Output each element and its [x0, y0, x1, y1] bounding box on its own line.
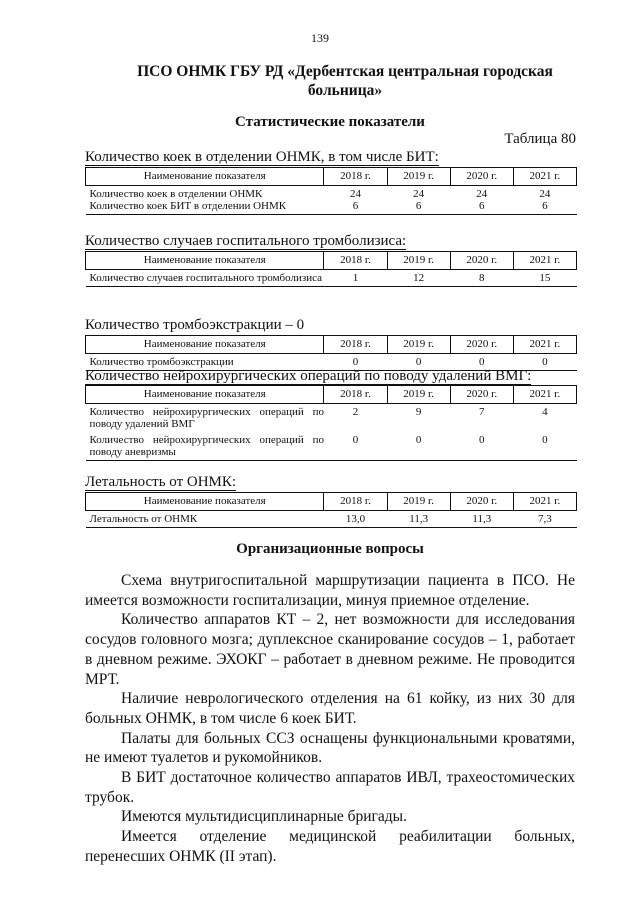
cell-value: 0	[513, 430, 576, 461]
header-year: 2020 г.	[450, 493, 513, 511]
row-name: Количество коек в отделении ОНМК	[89, 188, 263, 200]
table-label: Таблица 80	[504, 131, 576, 147]
paragraph: Палаты для больных ССЗ оснащены функциональными кроватями, не имеют туалетов и рукомойников.	[85, 729, 575, 767]
header-year: 2018 г.	[324, 386, 387, 404]
row-name: Количество случаев госпитального тромболизиса	[86, 270, 324, 287]
section-title-text: Количество тромбоэкстракции – 0	[85, 317, 305, 333]
cell-value: 0	[324, 354, 387, 371]
cell-value: 0	[387, 354, 450, 371]
paragraph: Схема внутригоспитальной маршрутизации пациента в ПСО. Не имеется возможности госпитализации, минуя приемное отделение.	[85, 572, 575, 609]
section-title-text: Количество нейрохирургических операций по поводу удалений ВМГ:	[85, 368, 532, 384]
cell-value: 7	[479, 406, 485, 418]
cell-value: 13,0	[324, 511, 387, 528]
cell-value: 2	[352, 406, 359, 418]
header-year: 2019 г.	[387, 386, 450, 404]
header-year: 2020 г.	[450, 252, 513, 270]
header-year: 2020 г.	[450, 336, 513, 354]
cell-value: 0	[387, 430, 450, 461]
cell-value: 0	[513, 354, 576, 371]
cell-value: 6	[324, 200, 387, 215]
table-row	[86, 270, 577, 287]
header-year: 2021 г.	[513, 252, 576, 270]
header-year: 2021 г.	[513, 336, 576, 354]
section-title-mortality	[85, 473, 236, 491]
section-title-text: Количество коек в отделении ОНМК, в том числе БИТ:	[85, 149, 439, 165]
row-name: Количество тромбоэкстракции	[86, 354, 324, 371]
header-year: 2019 г.	[387, 493, 450, 511]
table-row	[86, 404, 577, 431]
cell-value: 1	[324, 270, 387, 287]
section-title-thrombectomy	[85, 316, 304, 334]
table-row	[86, 200, 577, 215]
header-indicator: Наименование показателя	[86, 386, 324, 404]
table-thrombolysis	[85, 251, 577, 287]
header-year: 2018 г.	[324, 493, 387, 511]
paragraph: Наличие неврологического отделения на 61 койку, из них 30 для больных ОНМК, в том числе 6 коек БИТ.	[85, 690, 575, 727]
table-row	[86, 511, 577, 528]
header-year: 2018 г.	[324, 252, 387, 270]
header-year: 2018 г.	[324, 336, 387, 354]
header-indicator: Наименование показателя	[86, 252, 324, 270]
section-title-neurosurgery	[85, 367, 531, 385]
paragraph: Имеются мультидисциплинарные бригады.	[121, 808, 407, 826]
header-indicator: Наименование показателя	[86, 493, 324, 511]
header-year: 2019 г.	[387, 336, 450, 354]
header-year: 2019 г.	[387, 168, 450, 186]
header-year: 2018 г.	[324, 168, 387, 186]
cell-value: 6	[450, 200, 513, 215]
row-name: Количество нейрохирургических операций по поводу удалений ВМГ	[89, 406, 324, 430]
table-row	[86, 430, 577, 461]
section-heading-statistics: Статистические показатели	[235, 114, 425, 130]
cell-value: 12	[387, 270, 450, 287]
paragraph: Количество аппаратов КТ – 2, нет возможности для исследования сосудов головного мозга; дуплексное сканирование сосудов – 1, работает в дневном режиме. ЭХОКГ – работает в дневном режиме. Не проводится МРТ.	[85, 611, 575, 688]
header-year: 2021 г.	[513, 493, 576, 511]
header-year: 2020 г.	[450, 386, 513, 404]
header-indicator: Наименование показателя	[86, 336, 324, 354]
cell-value: 24	[539, 188, 551, 200]
cell-value: 7,3	[513, 511, 576, 528]
cell-value: 6	[387, 200, 450, 215]
cell-value: 8	[450, 270, 513, 287]
paragraph: В БИТ достаточное количество аппаратов ИВЛ, трахеостомических трубок.	[85, 769, 575, 806]
cell-value: 0	[324, 430, 387, 461]
header-indicator: Наименование показателя	[86, 168, 324, 186]
paragraph: Имеется отделение медицинской реабилитации больных, перенесших ОНМК (II этап).	[85, 828, 575, 865]
row-name: Количество нейрохирургических операций по поводу аневризмы	[86, 430, 324, 461]
cell-value: 0	[450, 430, 513, 461]
cell-value: 24	[476, 188, 488, 200]
table-beds	[85, 167, 577, 215]
cell-value: 15	[513, 270, 576, 287]
header-year: 2021 г.	[513, 386, 576, 404]
section-title-beds	[85, 148, 439, 166]
header-year: 2020 г.	[450, 168, 513, 186]
row-name: Летальность от ОНМК	[86, 511, 324, 528]
table-neurosurgery	[85, 385, 577, 461]
cell-value: 24	[413, 188, 425, 200]
cell-value: 11,3	[387, 511, 450, 528]
table-thrombectomy	[85, 335, 577, 371]
section-heading-organizational: Организационные вопросы	[236, 541, 424, 557]
cell-value: 11,3	[450, 511, 513, 528]
header-year: 2019 г.	[387, 252, 450, 270]
cell-value: 0	[450, 354, 513, 371]
cell-value: 24	[350, 188, 362, 200]
organizational-text	[85, 571, 575, 867]
row-name: Количество коек БИТ в отделении ОНМК	[86, 200, 324, 215]
cell-value: 6	[513, 200, 576, 215]
header-year: 2021 г.	[513, 168, 576, 186]
table-mortality	[85, 492, 577, 528]
section-title-text: Количество случаев госпитального тромболизиса:	[85, 233, 407, 249]
cell-value: 9	[415, 406, 422, 418]
page-number: 139	[311, 31, 329, 45]
section-title-text: Летальность от ОНМК:	[85, 474, 237, 490]
document-title: ПСО ОНМК ГБУ РД «Дербентская центральная городская больница»	[137, 63, 553, 99]
section-title-thrombolysis	[85, 232, 406, 250]
cell-value: 4	[542, 406, 548, 418]
table-row	[86, 186, 577, 201]
